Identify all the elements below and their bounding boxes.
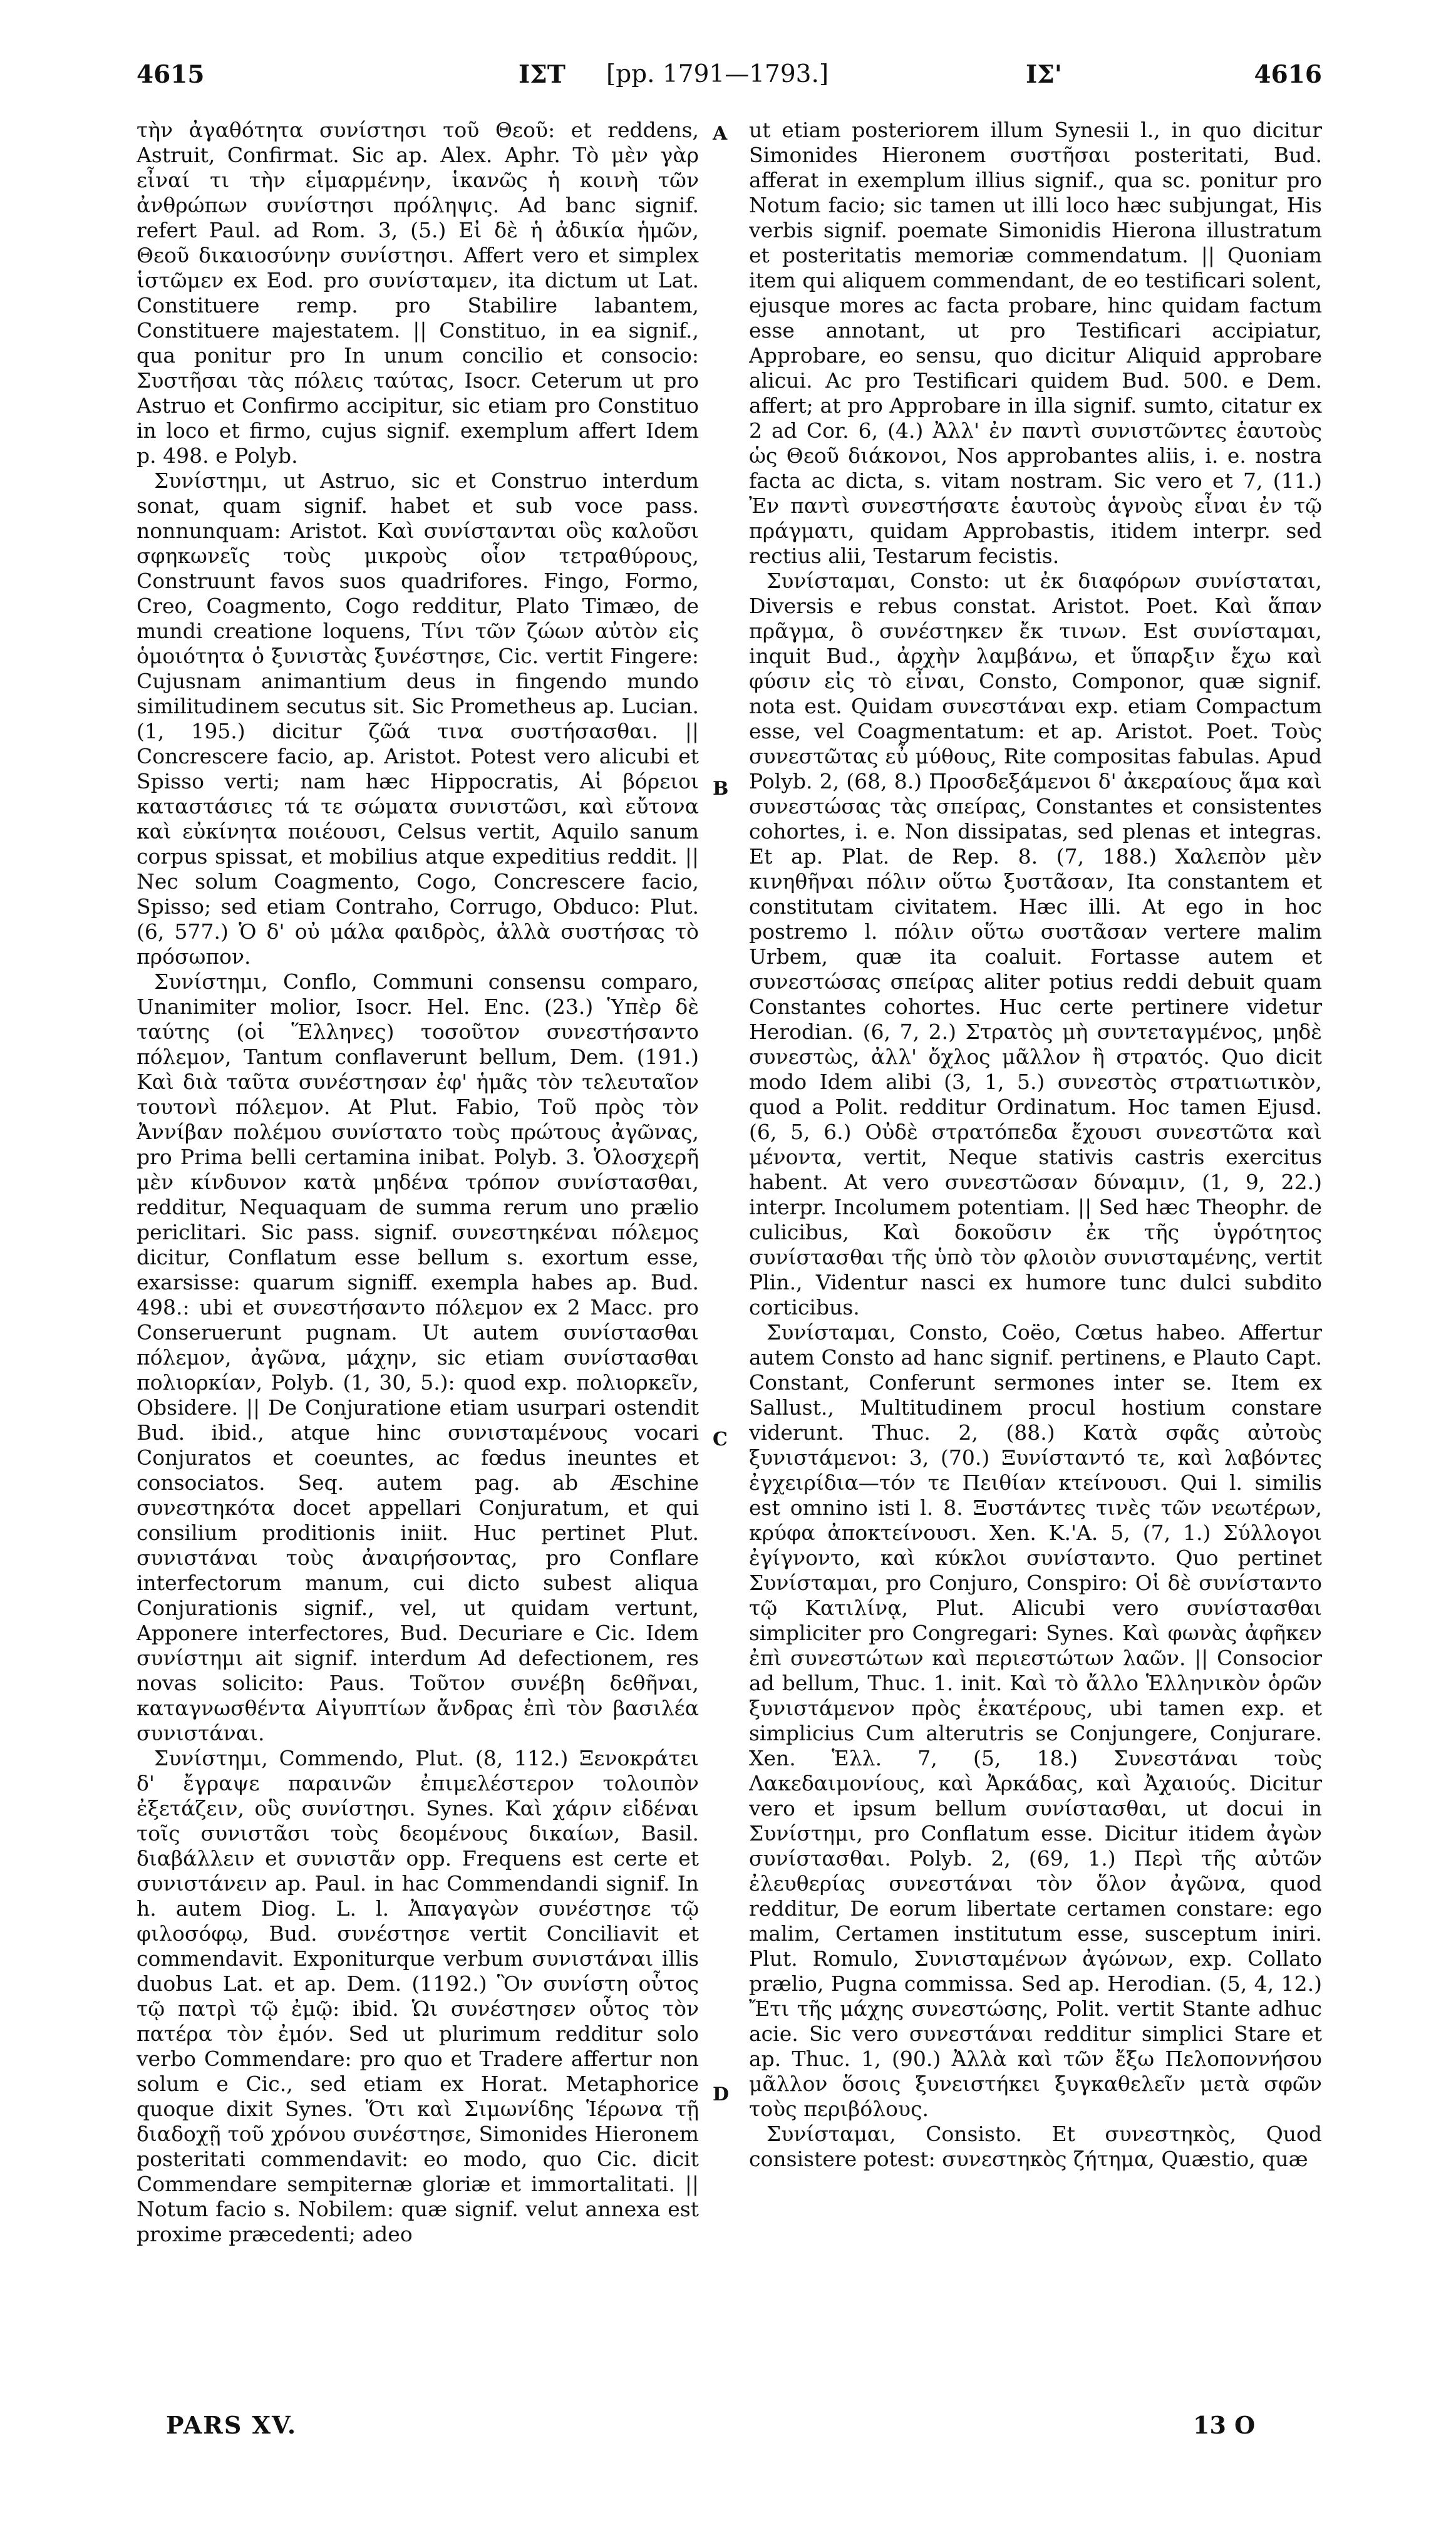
right-paragraph: ut etiam posteriorem illum Synesii l., in quo dicitur Simonides Hieronem συστῆσαι posteritati, Bud. afferat in exemplum illius signif., qua sc. ponitur pro Notum facio; sic tamen ut illi loco hæc subjungat, His verbis signif. poemate Simonidis Hierona illustratum et posteritatis memoriæ commendatum. || Quoniam item qui aliquem commendant, de eo testificari solent, ejusque mores ac facta probare, hinc quidam factum esse annotant, ut pro Testificari accipiatur, Approbare, eo sensu, quo dicitur Aliquid approbare alicui. Ac pro Testificari quidem Bud. 500. e Dem. affert; at pro Approbare in illa signif. sumto, citatur ex 2 ad Cor. 6, (4.) Ἀλλ' ἐν παντὶ συνιστῶντες ἑαυτοὺς ὡς Θεοῦ διάκονοι, Nos approbantes aliis, i. e. nostra facta ac dicta, s. vitam nostram. Sic vero et 7, (11.) Ἐν παντὶ συνεστήσατε ἑαυτοὺς ἁγνοὺς εἶναι ἐν τῷ πράγματι, quidam Approbastis, itidem interpr. sed rectius alii, Testarum fecistis.: [749, 118, 1322, 568]
right-column: [749, 118, 1322, 2391]
page-header: [137, 60, 1322, 104]
section-marker-d: D: [713, 2083, 730, 2105]
part-label: PARS XV.: [166, 2411, 297, 2439]
section-marker-b: B: [713, 778, 729, 800]
left-paragraph: Συνίστημι, Conflo, Communi consensu comparo, Unanimiter molior, Isocr. Hel. Enc. (23.) Ὑπὲρ δὲ ταύτης (οἱ Ἕλληνες) τοσοῦτον συνεστήσαντο πόλεμον, Tantum conflaverunt bellum, Dem. (191.) Καὶ διὰ ταῦτα συνέστησαν ἐφ' ἡμᾶς τὸν τελευταῖον τουτονὶ πόλεμον. At Plut. Fabio, Τοῦ πρὸς τὸν Ἀννίβαν πολέμου συνίστατο τοὺς πρώτους ἀγῶνας, pro Prima belli certamina inibat. Polyb. 3. Ὁλοσχερῆ μὲν κίνδυνον κατὰ μηδένα τρόπον συνίστασθαι, redditur, Nequaquam de summa rerum uno prælio periclitari. Sic pass. signif. συνεστηκέναι πόλεμος dicitur, Conflatum esse bellum s. exortum esse, exarsisse: quarum signiff. exempla habes ap. Bud. 498.: ubi et συνεστήσαντο πόλεμον ex 2 Macc. pro Conseruerunt pugnam. Ut autem συνίστασθαι πόλεμον, ἀγῶνα, μάχην, sic etiam συνίστασθαι πολιορκίαν, Polyb. (1, 30, 5.): quod exp. πολιορκεῖν, Obsidere. || De Conjuratione etiam usurpari ostendit Bud. ibid., atque hinc συνισταμένους vocari Conjuratos et coeuntes, ac fœdus ineuntes et consociatos. Seq. autem pag. ab Æschine συνεστηκότα docet appellari Conjuratum, et qui consilium proditionis iniit. Huc pertinet Plut. συνιστάναι τοὺς ἀναιρήσοντας, pro Conflare interfectorum manum, cui dicto subest aliqua Conjurationis signif., vel, ut quidam vertunt, Apponere interfectores, Bud. Decuriare e Cic. Idem συνίστημι ait signif. interdum Ad defectionem, res novas solicito: Paus. Τοῦτον συνέβη δεθῆναι, καταγνωσθέντα Αἰγυπτίων ἄνδρας ἐπὶ τὸν βασιλέα συνιστάναι.: [137, 969, 699, 1745]
left-column: [137, 118, 699, 2391]
right-paragraph: Συνίσταμαι, Consto: ut ἐκ διαφόρων συνίσταται, Diversis e rebus constat. Aristot. Poet. Καὶ ἅπαν πρᾶγμα, ὃ συνέστηκεν ἔκ τινων. Est συνίσταμαι, inquit Bud., ἀρχὴν λαμβάνω, et ὕπαρξιν ἔχω καὶ φύσιν εἰς τὸ εἶναι, Consto, Componor, quæ signif. nota est. Quidam συνεστάναι exp. etiam Compactum esse, vel Coagmentatum: et ap. Aristot. Poet. Τοὺς συνεστῶτας εὖ μύθους, Rite compositas fabulas. Apud Polyb. 2, (68, 8.) Προσδεξάμενοι δ' ἀκεραίους ἅμα καὶ συνεστώσας τὰς σπείρας, Constantes et consistentes cohortes, i. e. Non dissipatas, sed plenas et integras. Et ap. Plat. de Rep. 8. (7, 188.) Χαλεπὸν μὲν κινηθῆναι πόλιν οὕτω ξυστᾶσαν, Ita constantem et constitutam civitatem. Hæc illi. At ego in hoc postremo l. πόλιν οὕτω συστᾶσαν vertere malim Urbem, quæ ita coaluit. Fortasse autem et συνεστώσας σπείρας aliter potius reddi debuit quam Constantes cohortes. Huc certe pertinere videtur Herodian. (6, 7, 2.) Στρατὸς μὴ συντεταγμένος, μηδὲ συνεστὼς, ἀλλ' ὄχλος μᾶλλον ἢ στρατός. Quo dicit modo Idem alibi (3, 1, 5.) συνεστὸς στρατιωτικὸν, quod a Polit. redditur Ordinatum. Hoc tamen Ejusd. (6, 5, 6.) Οὐδὲ στρατόπεδα ἔχουσι συνεστῶτα καὶ μένοντα, vertit, Neque stativis castris exercitus habent. At vero συνεστῶσαν δύναμιν, (1, 9, 22.) interpr. Incolumem potentiam. || Sed hæc Theophr. de culicibus, Καὶ δοκοῦσιν ἐκ τῆς ὑγρότητος συνίστασθαι τῆς ὑπὸ τὸν φλοιὸν συνισταμένης, vertit Plin., Videntur nasci ex humore tunc dulci subdito corticibus.: [749, 569, 1322, 1319]
section-marker-c: C: [713, 1428, 728, 1450]
section-label-right: ΙΣ': [1026, 60, 1062, 89]
signature-mark: 13 O: [1193, 2411, 1256, 2439]
left-paragraph: τὴν ἀγαθότητα συνίστησι τοῦ Θεοῦ: et reddens, Astruit, Confirmat. Sic ap. Alex. Aphr. Τὸ μὲν γὰρ εἶναί τι τὴν εἱμαρμένην, ἱκανῶς ἡ κοινὴ τῶν ἀνθρώπων συνίστησι πρόληψις. Ad banc signif. refert Paul. ad Rom. 3, (5.) Εἰ δὲ ἡ ἀδικία ἡμῶν, Θεοῦ δικαιοσύνην συνίστησι. Affert vero et simplex ἱστῶμεν ex Eod. pro συνίσταμεν, ita dictum ut Lat. Constituere remp. pro Stabilire labantem, Constituere majestatem. || Constituo, in ea signif., qua ponitur pro In unum concilio et consocio: Συστῆσαι τὰς πόλεις ταύτας, Isocr. Ceterum ut pro Astruo et Confirmo accipitur, sic etiam pro Constituo in loco et firmo, cujus signif. exemplum affert Idem p. 498. e Polyb.: [137, 118, 699, 468]
section-marker-a: A: [713, 123, 728, 145]
page-number-left: 4615: [137, 60, 205, 89]
left-paragraph: Συνίστημι, Commendo, Plut. (8, 112.) Ξενοκράτει δ' ἔγραψε παραινῶν ἐπιμελέστερον τολοιπὸν ἐξετάζειν, οὓς συνίστησι. Synes. Καὶ χάριν εἰδέναι τοῖς συνιστᾶσι τοὺς δεομένους δικαίων, Basil. διαβάλλειν et συνιστᾶν opp. Frequens est certe et συνιστάνειν ap. Paul. in hac Commendandi signif. In h. autem Diog. L. l. Ἀπαγαγὼν συνέστησε τῷ φιλοσόφῳ, Bud. συνέστησε vertit Conciliavit et commendavit. Exponiturque verbum συνιστάναι illis duobus Lat. et ap. Dem. (1192.) Ὃν συνίστη οὗτος τῷ πατρὶ τῷ ἐμῷ: ibid. Ὡι συνέστησεν οὗτος τὸν πατέρα τὸν ἐμόν. Sed ut plurimum redditur solo verbo Commendare: pro quo et Tradere affertur non solum e Cic., sed etiam ex Horat. Metaphorice quoque dixit Synes. Ὅτι καὶ Σιμωνίδης Ἱέρωνα τῇ διαδοχῇ τοῦ χρόνου συνέστησε, Simonides Hieronem posteritati commendavit: eo modo, quo Cic. dicit Commendare sempiternæ gloriæ et immortalitati. || Notum facio s. Nobilem: quæ signif. velut annexa est proxime præcedenti; adeo: [137, 1746, 699, 2246]
left-paragraph: Συνίστημι, ut Astruo, sic et Construo interdum sonat, quam signif. habet et sub voce pass. nonnunquam: Aristot. Καὶ συνίστανται οὓς καλοῦσι σφηκωνεῖς τοὺς μικροὺς οἷον τετραθύρους, Construunt favos suos quadrifores. Fingo, Formo, Creo, Coagmento, Cogo redditur, Plato Timæo, de mundi creatione loquens, Τίνι τῶν ζώων αὐτὸν εἰς ὁμοιότητα ὁ ξυνιστὰς ξυνέστησε, Cic. vertit Fingere: Cujusnam animantium deus in fingendo mundo similitudinem secutus sit. Sic Prometheus ap. Lucian. (1, 195.) dicitur ζῶά τινα συστήσασθαι. || Concrescere facio, ap. Aristot. Potest vero alicubi et Spisso verti; nam hæc Hippocratis, Αἱ βόρειοι καταστάσιες τά τε σώματα συνιστῶσι, καὶ εὔτονα καὶ εὐκίνητα ποιέουσι, Celsus vertit, Aquilo sanum corpus spissat, et mobilius atque expeditius reddit. || Nec solum Coagmento, Cogo, Concrescere facio, Spisso; sed etiam Contraho, Corrugo, Obduco: Plut. (6, 577.) Ὁ δ' οὐ μάλα φαιδρὸς, ἀλλὰ συστήσας τὸ πρόσωπον.: [137, 468, 699, 969]
page-number-right: 4616: [1254, 60, 1322, 89]
section-label-left: ΙΣΤ: [519, 60, 565, 89]
right-paragraph: Συνίσταμαι, Consto, Coëo, Cœtus habeo. Affertur autem Consto ad hanc signif. pertinens, e Plauto Capt. Constant, Conferunt sermones inter se. Item ex Sallust., Multitudinem procul hostium constare viderunt. Thuc. 2, (88.) Κατὰ σφᾶς αὐτοὺς ξυνιστάμενοι: 3, (70.) Ξυνίσταντό τε, καὶ λαβόντες ἐγχειρίδια—τόν τε Πειθίαν κτείνουσι. Qui l. similis est omnino isti l. 8. Ξυστάντες τινὲς τῶν νεωτέρων, κρύφα ἀποκτείνουσι. Xen. K.'A. 5, (7, 1.) Σύλλογοι ἐγίγνοντο, καὶ κύκλοι συνίσταντο. Quo pertinet Συνίσταμαι, pro Conjuro, Conspiro: Οἱ δὲ συνίσταντο τῷ Κατιλίνᾳ, Plut. Alicubi vero συνίστασθαι simpliciter pro Congregari: Synes. Καὶ φωνὰς ἀφῆκεν ἐπὶ συνεστώτων καὶ περιεστώτων λαῶν. || Consocior ad bellum, Thuc. 1. init. Καὶ τὸ ἄλλο Ἑλληνικὸν ὁρῶν ξυνιστάμενον πρὸς ἑκατέρους, ubi tamen exp. et simplicius Cum alterutris se Conjungere, Conjurare. Xen. Ἑλλ. 7, (5, 18.) Συνεστάναι τοὺς Λακεδαιμονίους, καὶ Ἀρκάδας, καὶ Ἀχαιούς. Dicitur vero et ipsum bellum συνίστασθαι, ut docui in Συνίστημι, pro Conflatum esse. Dicitur itidem ἀγὼν συνίστασθαι. Polyb. 2, (69, 1.) Περὶ τῆς αὐτῶν ἐλευθερίας συνεστάναι τὸν ὅλον ἀγῶνα, quod redditur, De eorum libertate certamen constare: ego malim, Certamen institutum esse, susceptum iniri. Plut. Romulo, Συνισταμένων ἀγώνων, exp. Collato prælio, Pugna commissa. Sed ap. Herodian. (5, 4, 12.) Ἔτι τῆς μάχης συνεστώσης, Polit. vertit Stante adhuc acie. Sic vero συνεστάναι redditur simplici Stare et ap. Thuc. 1, (90.) Ἀλλὰ καὶ τῶν ἔξω Πελοποννήσου μᾶλλον ὅσοις ξυνειστήκει ξυγκαθελεῖν μετὰ σφῶν τοὺς περιβόλους.: [749, 1320, 1322, 2121]
right-paragraph: Συνίσταμαι, Consisto. Et συνεστηκὸς, Quod consistere potest: συνεστηκὸς ζήτημα, Quæstio, quæ: [749, 2122, 1322, 2171]
page-range: [pp. 1791—1793.]: [606, 60, 829, 88]
